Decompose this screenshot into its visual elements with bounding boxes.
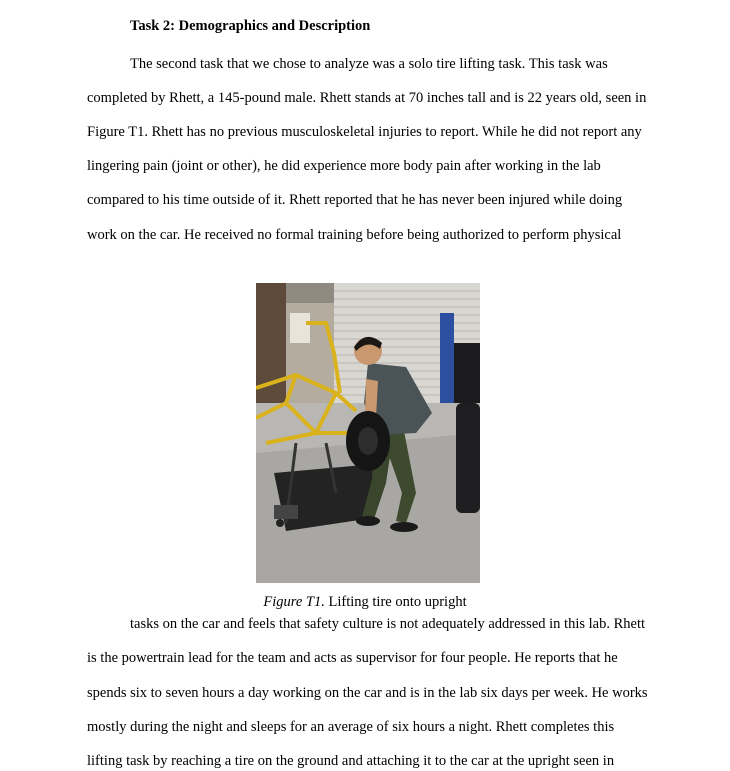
paragraph-line: is the powertrain lead for the team and acts as supervisor for four people. He reports that he (87, 650, 618, 666)
figure-label: Figure T1. (263, 594, 325, 610)
paragraph-line: lingering pain (joint or other), he did experience more body pain after working in the lab (87, 158, 601, 174)
paragraph-line: Figure T1. Rhett has no previous musculoskeletal injuries to report. While he did not report any (87, 124, 642, 140)
figure-photo (256, 283, 480, 583)
paragraph-line: tasks on the car and feels that safety culture is not adequately addressed in this lab. Rhett (130, 616, 645, 632)
paragraph-line: work on the car. He received no formal training before being authorized to perform physical (87, 227, 622, 243)
section-heading: Task 2: Demographics and Description (130, 18, 371, 34)
paragraph-line: compared to his time outside of it. Rhett reported that he has never been injured while doing (87, 192, 623, 208)
figure-caption (0, 594, 730, 611)
paragraph-line: completed by Rhett, a 145-pound male. Rhett stands at 70 inches tall and is 22 years old, seen in (87, 90, 647, 106)
paragraph-line: The second task that we chose to analyze was a solo tire lifting task. This task was (130, 56, 608, 72)
paragraph-line: lifting task by reaching a tire on the ground and attaching it to the car at the upright seen in (87, 753, 615, 769)
figure-caption-text: Lifting tire onto upright (324, 594, 467, 610)
paragraph-line: spends six to seven hours a day working on the car and is in the lab six days per week. He works (87, 685, 648, 701)
paragraph-line: mostly during the night and sleeps for an average of six hours a night. Rhett completes this (87, 719, 615, 735)
